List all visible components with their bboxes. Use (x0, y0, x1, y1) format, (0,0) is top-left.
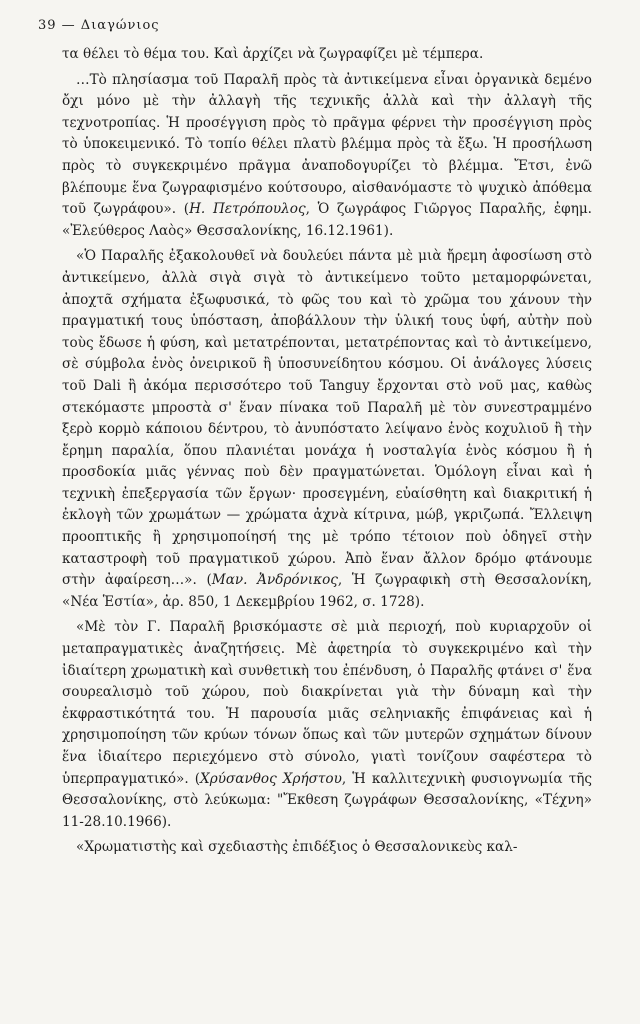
citation-author: Μαν. Ἀνδρόνικος (211, 572, 338, 589)
quote-text: «Ὁ Παραλῆς ἐξακολουθεῖ νὰ δουλεύει πάντα μὲ μιὰ ἤρεμη ἀφοσίωση στὸ ἀντικείμενο, ἀλλὰ σιγὰ σιγὰ τὸ ἀντικείμενο τοῦτο μεταμορφώνεται, ἀποχτᾶ σχήματα ἐξωφυσικά, τὸ φῶς του καὶ τὸ χρῶμα του χάνουν τὴν πραγματική τους ὑπόσταση, ἀποβάλλουν τὴν ὑλική τους ὑφή, αὐτὴν ποὺ τοὺς ἔδωσε ἡ φύση, καὶ μετατρέπονται, μετατρέποντας καὶ τὸ ἀντικείμενο, σὲ σύμβολα ἑνὸς ὀνειρικοῦ ἢ ὑποσυνείδητου κόσμου. Οἱ ἀνάλογες λύσεις τοῦ Dali ἢ ἀκόμα περισσότερο τοῦ Tanguy ἔρχονται στὸ νοῦ μας, καθὼς στεκόμαστε μπροστὰ σ' ἕναν πίνακα τοῦ Παραλῆ μὲ τὸν συνεστραμμένο ξερὸ κορμὸ κάποιου δέντρου, τὸ ἀνυπόστατο λείψανο ἑνὸς κοχυλιοῦ ἢ τὴν ἔρημη παραλία, ὅπου πλανιέται μονάχα ἡ νοσταλγία ἑνὸς κόσμου ἢ ἡ προσδοκία μιᾶς γέννας ποὺ δὲν πραγματώνεται. Ὁμόλογη εἶναι καὶ ἡ τεχνικὴ ἐπεξεργασία τῶν ἔργων· προσεγμένη, εὐαίσθητη καὶ διακριτική ἡ ἐκλογὴ τῶν χρωμάτων — χρώματα ἀχνὰ κίτρινα, μώβ, γκριζωπά. Ἔλλειψη προοπτικῆς ἢ χρησιμοποίησή της μὲ τρόπο τέτοιον ποὺ ὁδηγεῖ στὴν καταστροφὴ τοῦ πραγματικοῦ χώρου. Ἀπὸ ἕναν ἄλλον δρόμο φτάνουμε στὴν ἀφαίρεση…». ( (62, 248, 592, 589)
citation-source: , Ὁ ζωγράφος Γιῶργος Παραλῆς, ἐφημ. «Ἐλεύθερος Λαὸς» Θεσσαλονίκης, 16.12.1961). (62, 201, 592, 239)
running-head: 39 — Διαγώνιος (38, 18, 160, 33)
paragraph-1-text: τα θέλει τὸ θέμα του. Καὶ ἀρχίζει νὰ ζωγραφίζει μὲ τέμπερα. (62, 46, 484, 62)
quote-text: «Μὲ τὸν Γ. Παραλῆ βρισκόμαστε σὲ μιὰ περιοχή, ποὺ κυριαρχοῦν οἱ μεταπραγματικὲς ἀναζητήσεις. Μὲ ἀφετηρία τὸ συγκεκριμένο καὶ τὴν ἰδιαίτερη χρωματικὴ καὶ συνθετικὴ του ἐπένδυση, ὁ Παραλῆς φτάνει σ' ἕνα σουρεαλισμὸ τοῦ χώρου, ποὺ διακρίνεται γιὰ τὴν δύναμη καὶ τὴν ἐκφραστικότητά του. Ἡ παρουσία μιᾶς σεληνιακῆς ἐπιφάνειας καὶ ἡ χρησιμοποίηση τῶν κρύων τόνων ὅπως καὶ τῶν μυτερῶν σχημάτων δίνουν ἕνα ἰδιαίτερο περιεχόμενο στὸ σύνολο, γιατὶ τονίζουν σαφέστερα τὸ ὑπερπραγματικό». ( (62, 619, 592, 787)
quote-text: …Τὸ πλησίασμα τοῦ Παραλῆ πρὸς τὰ ἀντικείμενα εἶναι ὀργανικὰ δεμένο ὄχι μόνο μὲ τὴν ἀλλαγὴ τῆς τεχνικῆς ἀλλὰ καὶ τὴν ἀλλαγὴ τῆς τεχνοτροπίας. Ἡ προσέγγιση πρὸς τὸ πρᾶγμα φέρνει τὴν προσέγγιση πρὸς τὸ ὑποκειμενικό. Τὸ τοπίο θέλει πλατὺ βλέμμα πρὸς τὰ ἔξω. Ἡ προσήλωση πρὸς τὸ συγκεκριμένο πρᾶγμα ἀναποδογυρίζει τὸ βλέμμα. Ἔτσι, ἐνῶ βλέπουμε ἕνα ζωγραφισμένο κούτσουρο, αἰσθανόμαστε τὸ ψυχικὸ ἀπόθεμα τοῦ ζωγράφου». ( (62, 71, 592, 218)
body-text (62, 44, 592, 859)
citation-source: , Ἡ ζωγραφικὴ στὴ Θεσσαλονίκη, «Νέα Ἑστία», ἀρ. 850, 1 Δεκεμβρίου 1962, σ. 1728). (62, 572, 592, 610)
paragraph-3 (62, 246, 592, 613)
citation-author: Χρύσανθος Χρήστου (200, 770, 342, 787)
paragraph-5 (62, 837, 592, 859)
citation-source: , Ἡ καλλιτεχνικὴ φυσιογνωμία τῆς Θεσσαλονίκης, στὸ λεύκωμα: "Ἔκθεση ζωγράφων Θεσσαλονίκης, «Τέχνη» 11-28.10.1966). (62, 770, 592, 830)
paragraph-1 (62, 44, 592, 66)
paragraph-5-text: «Χρωματιστὴς καὶ σχεδιαστὴς ἐπιδέξιος ὁ Θεσσαλονικεὺς καλ- (76, 839, 518, 856)
citation-author: Η. Πετρόπουλος (189, 201, 306, 218)
paragraph-2 (62, 70, 592, 243)
paragraph-4 (62, 617, 592, 833)
